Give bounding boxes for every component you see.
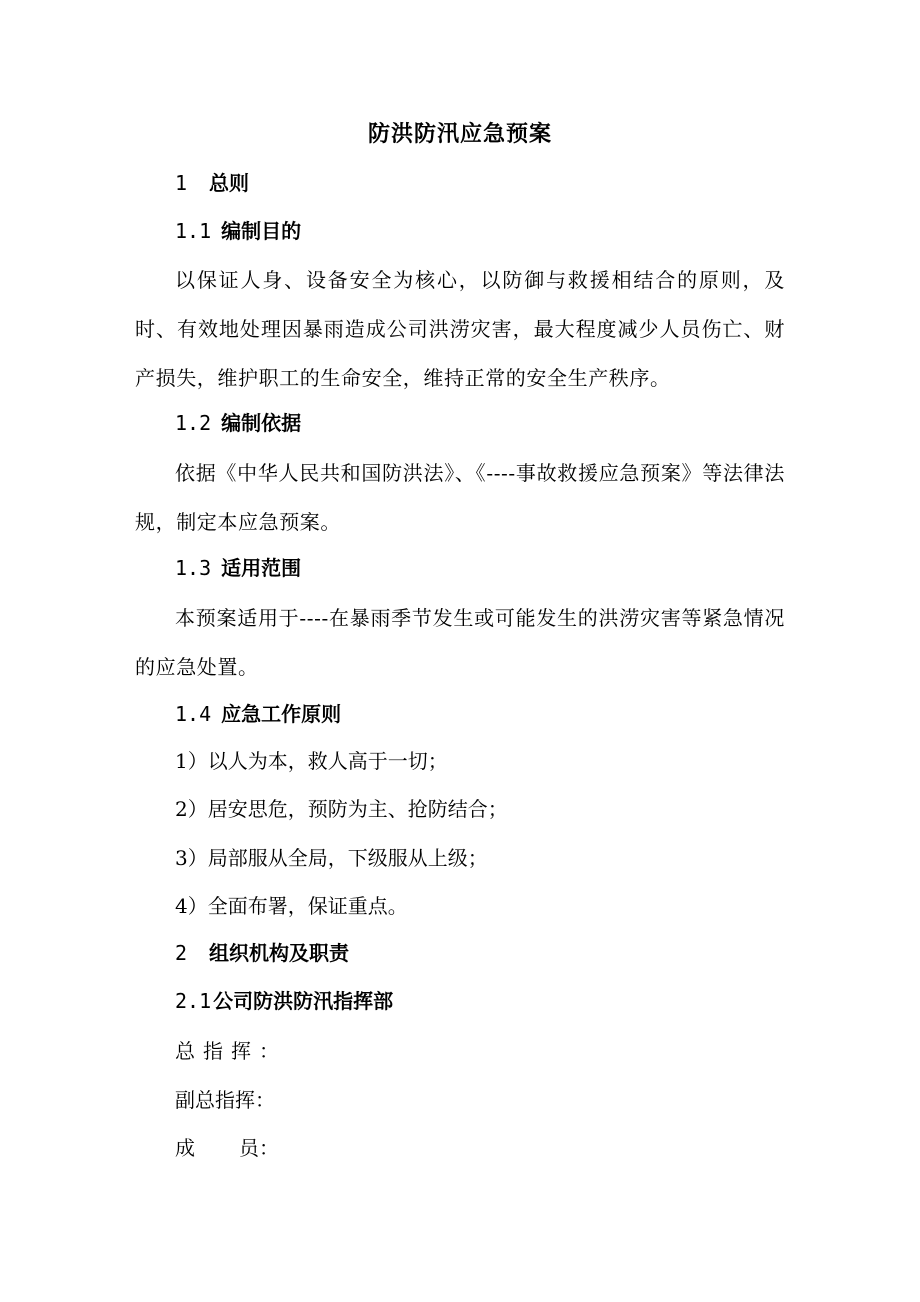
section-number: 2.1 <box>175 989 212 1013</box>
section-title: 应急工作原则 <box>221 702 342 726</box>
section-title: 公司防洪防汛指挥部 <box>213 989 394 1013</box>
section-number: 1.1 <box>175 219 212 243</box>
document-title: 防洪防汛应急预案 <box>367 122 552 147</box>
section-title: 适用范围 <box>221 556 302 580</box>
section-number: 1.4 <box>175 702 212 726</box>
section-number: 1.2 <box>175 411 212 435</box>
section-2-heading <box>175 936 349 970</box>
deputy-commander-label: 副总指挥： <box>175 1088 275 1112</box>
section-title: 编制依据 <box>221 411 302 435</box>
section-1-1-heading <box>175 214 301 248</box>
section-title: 组织机构及职责 <box>209 941 350 965</box>
section-1-2-heading <box>175 406 301 440</box>
members-label-part: 成 <box>175 1136 195 1160</box>
section-title: 总则 <box>209 171 250 195</box>
paragraph-basis: 依据《中华人民共和国防洪法》、《----事故救援应急预案》等法律法规，制定本应急预案。 <box>135 461 785 534</box>
principle-item: 2）居安思危，预防为主、抢防结合； <box>175 797 508 821</box>
principle-item: 3）局部服从全局，下级服从上级； <box>175 846 488 870</box>
paragraph-purpose: 以保证人身、设备安全为核心，以防御与救援相结合的原则，及时、有效地处理因暴雨造成公司洪涝灾害，最大程度减少人员伤亡、财产损失，维护职工的生命安全，维持正常的安全生产秩序。 <box>135 268 785 390</box>
commander-label: 总指挥： <box>175 1039 287 1063</box>
section-1-heading <box>175 166 249 200</box>
paragraph-scope: 本预案适用于----在暴雨季节发生或可能发生的洪涝灾害等紧急情况的应急处置。 <box>135 606 785 679</box>
section-1-4-heading <box>175 697 341 731</box>
section-1-3-heading <box>175 551 301 585</box>
section-number: 2 <box>175 941 188 965</box>
section-number: 1.3 <box>175 556 212 580</box>
members-label <box>175 1131 279 1165</box>
section-title: 编制目的 <box>221 219 302 243</box>
section-2-1-heading <box>175 984 393 1018</box>
principle-item: 1）以人为本，救人高于一切； <box>175 749 448 773</box>
principle-item: 4）全面布署，保证重点。 <box>175 894 408 918</box>
members-label-part: 员： <box>239 1136 279 1160</box>
section-number: 1 <box>175 171 188 195</box>
